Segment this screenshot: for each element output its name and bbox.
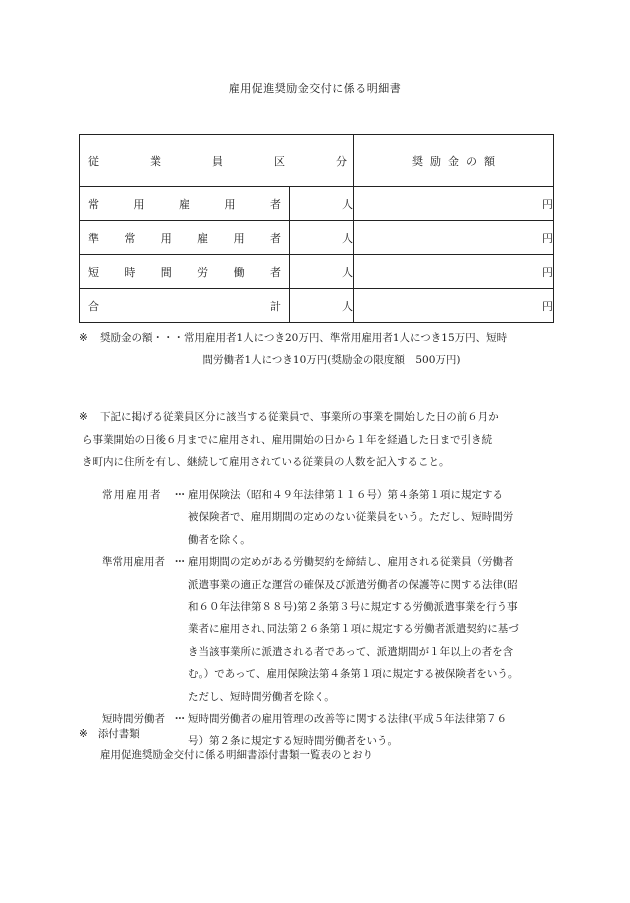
attachment-section [79,724,373,766]
definition-dots: ･･･ [174,556,184,569]
document-title: 雇用促進奨励金交付に係る明細書 [228,82,402,95]
attachment-text: 雇用促進奨励金交付に係る明細書添付書類一覧表のとおり [100,749,373,761]
table-row-regular-employee [80,187,554,221]
amount-cell[interactable]: 円 [354,187,554,221]
definition-term: 準常用雇用者 [102,556,165,569]
note-line: き町内に住所を有し、継続して雇用されている従業員の人数を記入すること。 [82,456,450,468]
definition-dots: ･･･ [174,713,184,726]
person-count-cell[interactable]: 人 [290,187,354,221]
table-row-total [80,289,554,323]
header-employee-category: 従 業 員 区 分 [80,135,354,187]
note-line: 下記に掲げる従業員区分に該当する従業員で、事業所の事業を開始した日の前６月か [100,411,499,423]
category-label: 常 用 雇 用 者 [80,187,290,221]
definition-semi-regular-employee [102,551,554,708]
definitions-list [102,484,554,753]
person-count-cell[interactable]: 人 [290,221,354,255]
note-incentive-amount [79,327,554,371]
amount-cell[interactable]: 円 [354,289,554,323]
table-row-semi-regular-employee [80,221,554,255]
amount-cell[interactable]: 円 [354,221,554,255]
note-instructions [79,406,554,474]
note-mark: ※ [79,411,88,423]
amount-cell[interactable]: 円 [354,255,554,289]
note-line: ら事業開始の日後６月までに雇用され、雇用開始の日から１年を経過した日まで引き続 [82,433,493,446]
person-count-cell[interactable]: 人 [290,255,354,289]
category-label: 合 計 [80,289,290,323]
note-line: 間労働者1人につき10万円(奨励金の限度額 500万円) [202,354,461,366]
note-line: 奨励金の額・・・常用雇用者1人につき20万円、準常用雇用者1人につき15万円、短時 [100,332,508,344]
header-incentive-amount: 奨 励 金 の 額 [354,135,554,187]
definition-text: 雇用保険法（昭和４９年法律第１１６号）第４条第１項に規定する 被保険者で、雇用期間の定めのない従業員をいう。ただし、短時間労 働者を除く。 [188,489,514,546]
note-mark: ※ [79,332,88,344]
category-label: 準 常 用 雇 用 者 [80,221,290,255]
person-count-cell[interactable]: 人 [290,289,354,323]
note-mark: ※ [79,728,88,740]
table-header-row [80,135,554,187]
detail-table [79,134,554,323]
definition-term: 短時間労働者 [102,713,165,726]
definition-text: 短時間労働者の雇用管理の改善等に関する法律(平成５年法律第７６ 号）第２条に規定する短時間労働者をいう。 [188,713,508,748]
attachment-heading-line [79,724,373,745]
attachment-heading: 添付書類 [97,728,140,740]
definition-text: 雇用期間の定めがある労働契約を締結し、雇用される従業員（労働者 派遣事業の適正な運営の確保及び派遣労働者の保護等に関する法律(昭 和６０年法律第８８号)第２条第３号に規定する労働派遣事業を行う事 業者に雇用され､同法第２６条第１項に規定する労働者派遣契約に基づ き当該事業所に派遣される者であって、派遣期間が１年以上の者を含 む。）であって、雇用保険法第４条第１項に規定する被保険者をいう。 ただし、短時間労働者を除く。 [188,556,519,703]
definition-regular-employee [102,484,554,551]
table-row-part-time-worker [80,255,554,289]
category-label: 短 時 間 労 働 者 [80,255,290,289]
definition-dots: ･･･ [174,489,184,501]
definition-term: 常用雇用者 [102,489,162,501]
